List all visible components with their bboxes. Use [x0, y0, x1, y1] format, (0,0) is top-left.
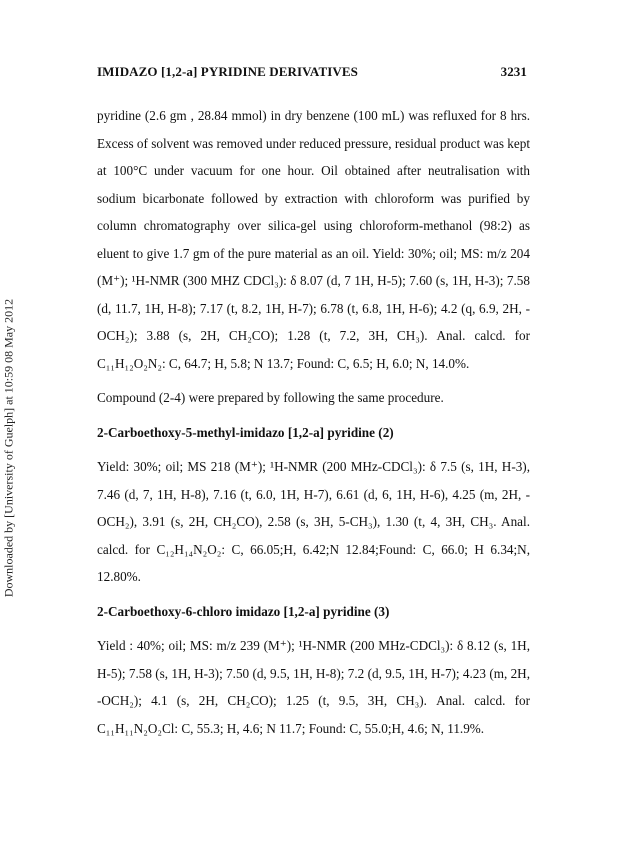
- paragraph-synthesis: pyridine (2.6 gm , 28.84 mmol) in dry benzene (100 mL) was refluxed for 8 hrs. Excess of solvent was removed under reduced pressure, residual product was kept at 100°C under vacuum for one hour. Oil obtained after neutralisation with sodium bicarbonate followed by extraction with chloroform was purified by column chromatography over silica-gel using chloroform-methanol (98:2) as eluent to give 1.7 gm of the pure material as an oil. Yield: 30%; oil; MS: m/z 204 (M⁺); ¹H-NMR (300 MHZ CDCl₃): δ 8.07 (d, 7 1H, H-5); 7.60 (s, 1H, H-3); 7.58 (d, 11.7, 1H, H-8); 7.17 (t, 8.2, 1H, H-7); 6.78 (t, 6.8, 1H, H-6); 4.2 (q, 6.9, 2H, -OCH₂); 3.88 (s, 2H, CH₂CO); 1.28 (t, 7.2, 3H, CH₃). Anal. calcd. for C₁₁H₁₂O₂N₂: C, 64.7; H, 5.8; N 13.7; Found: C, 6.5; H, 6.0; N, 14.0%.: [97, 108, 530, 371]
- compound-heading-2: 2-Carboethoxy-5-methyl-imidazo [1,2-a] pyridine (2): [97, 424, 394, 440]
- download-watermark: [2, 283, 16, 613]
- running-title: IMIDAZO [1,2-a] PYRIDINE DERIVATIVES: [97, 64, 358, 79]
- paragraph-compound-3-data: Yield : 40%; oil; MS: m/z 239 (M⁺); ¹H-NMR (200 MHz-CDCl₃): δ 8.12 (s, 1H, H-5); 7.58 (s, 1H, H-3); 7.50 (d, 9.5, 1H, H-8); 7.2 (d, 9.5, 1H, H-7); 4.23 (m, 2H, -OCH₂); 4.1 (s, 2H, CH₂CO); 1.25 (t, 9.5, 3H, CH₃). Anal. calcd. for C₁₁H₁₁N₂O₂Cl: C, 55.3; H, 4.6; N 11.7; Found: C, 55.0;H, 4.6; N, 11.9%.: [97, 638, 530, 736]
- paragraph-compounds-note: Compound (2-4) were prepared by following the same procedure.: [97, 390, 444, 405]
- page-body: [97, 102, 530, 742]
- paragraph-compound-2-data: Yield: 30%; oil; MS 218 (M⁺); ¹H-NMR (200 MHz-CDCl₃): δ 7.5 (s, 1H, H-3), 7.46 (d, 7, 1H, H-8), 7.16 (t, 6.0, 1H, H-7), 6.61 (d, 6, 1H, H-6), 4.25 (m, 2H, -OCH₂), 3.91 (s, 2H, CH₂CO), 2.58 (s, 3H, 5-CH₃), 1.30 (t, 4, 3H, CH₃. Anal. calcd. for C₁₂H₁₄N₂O₂: C, 66.05;H, 6.42;N 12.84;Found: C, 66.0; H 6.34;N, 12.80%.: [97, 459, 530, 584]
- download-note: Downloaded by [University of Guelph] at 10:59 08 May 2012: [1, 298, 16, 598]
- compound-heading-3: 2-Carboethoxy-6-chloro imidazo [1,2-a] pyridine (3): [97, 603, 390, 619]
- page-number: 3231: [500, 64, 527, 79]
